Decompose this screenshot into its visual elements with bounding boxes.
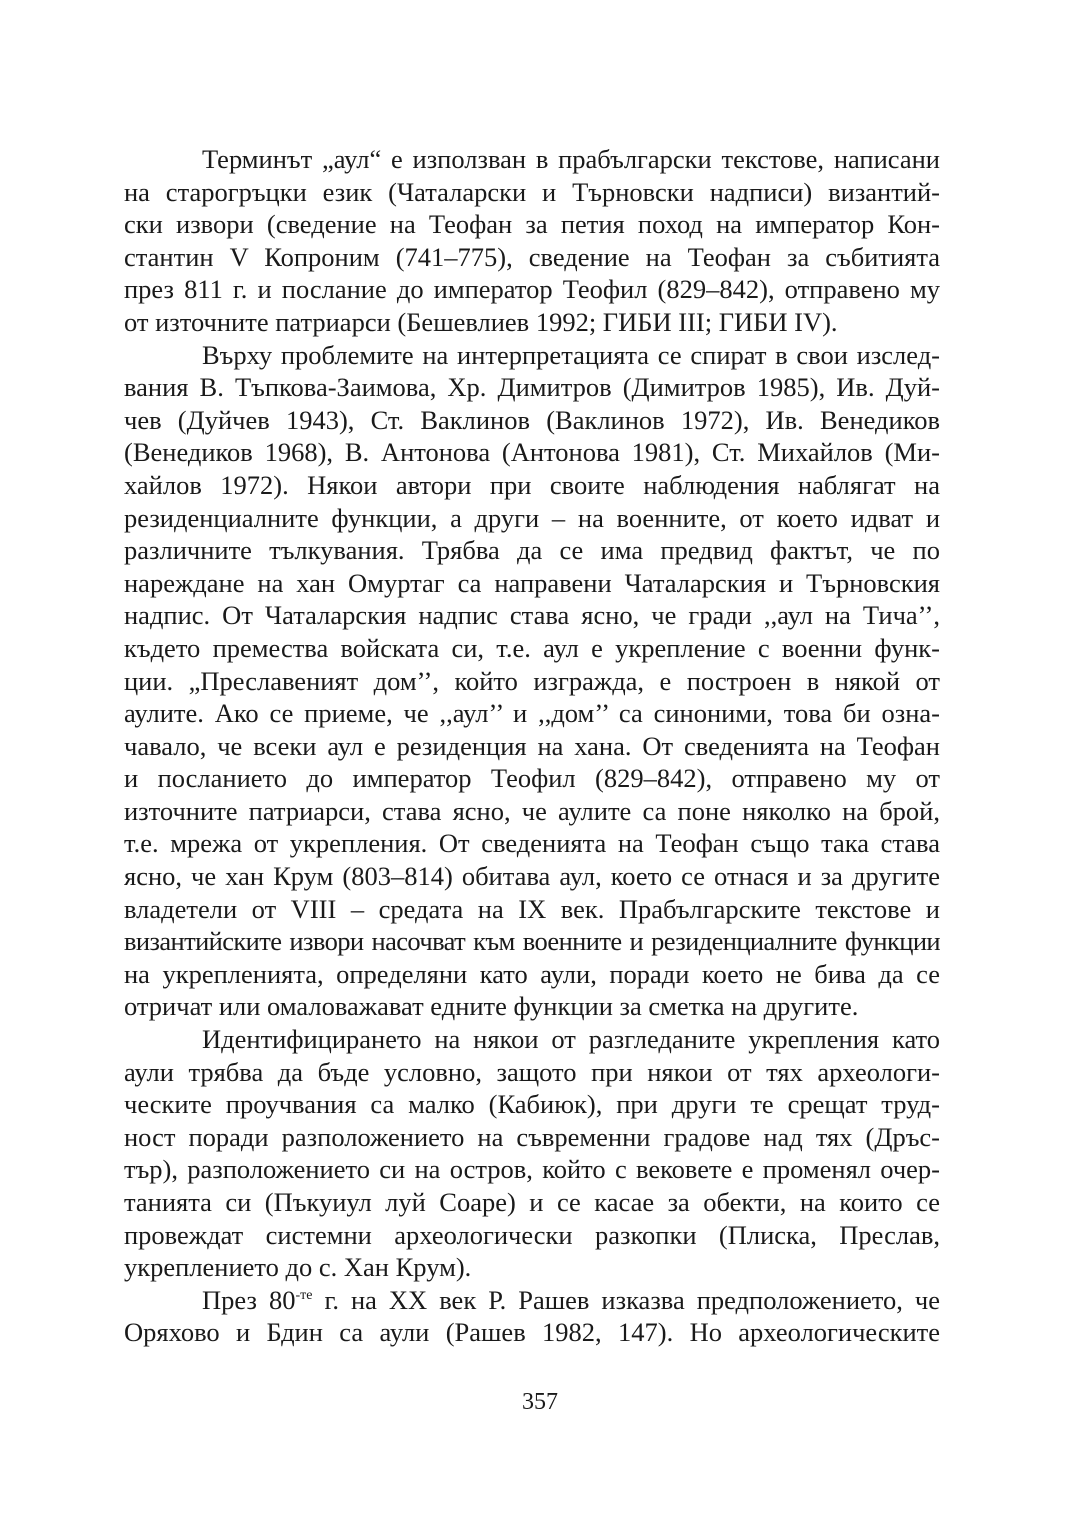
text-line	[124, 1284, 940, 1317]
text-line: нареждане на хан Омуртаг са направени Чаталарския и Търновския	[124, 567, 940, 598]
paragraph-2	[124, 339, 940, 1023]
text-line: ции. „Преславеният дом’’, който изгражда, е построен в някой от	[124, 665, 940, 696]
text-fragment: г. на XX век Р. Рашев изказва предположението, че	[312, 1284, 940, 1315]
text-line: т.е. мрежа от укрепления. От сведенията на Теофан също така става	[124, 828, 940, 859]
text-line: хайлов 1972). Някои автори при своите наблюдения наблягат на	[124, 469, 940, 500]
text-line: Идентифицирането на някои от разгледаните укрепления като	[202, 1024, 940, 1055]
text-line: стантин V Копроним (741–775), сведение на Теофан за събитията	[124, 241, 940, 272]
text-line: провеждат системни археологически разкопки (Плиска, Преслав,	[124, 1219, 940, 1250]
paragraph-1	[124, 143, 940, 339]
paragraph-4	[124, 1284, 940, 1349]
text-line: от източните патриарси (Бешевлиев 1992; ГИБИ III; ГИБИ IV).	[124, 306, 838, 337]
text-line: ност поради разположението на съвременни градове над тях (Дръс-	[124, 1121, 940, 1152]
text-line: аули трябва да бъде условно, защото при някои от тях археологи-	[124, 1056, 940, 1087]
text-line: чавало, че всеки аул е резиденция на хана. От сведенията на Теофан	[124, 730, 940, 761]
body-text	[124, 143, 940, 1349]
text-line: владетели от VIII – средата на IX век. Прабългарските текстове и	[124, 893, 940, 924]
text-line: ски извори (сведение на Теофан за петия поход на император Кон-	[124, 209, 940, 240]
text-line: (Венедиков 1968), В. Антонова (Антонова 1981), Ст. Михайлов (Ми-	[124, 437, 940, 468]
superscript-suffix: -те	[295, 1287, 313, 1303]
text-line: на укрепленията, определяни като аули, поради което не бива да се	[124, 958, 940, 989]
text-line: на старогръцки език (Чаталарски и Търновски надписи) византий-	[124, 176, 940, 207]
text-fragment: През 80	[202, 1284, 296, 1315]
text-line: ческите проучвания са малко (Кабиюк), при други те срещат труд-	[124, 1089, 940, 1120]
text-line: тър), разположението си на остров, който с вековете е променял очер-	[124, 1154, 940, 1185]
text-line: Върху проблемите на интерпретацията се спират в свои изслед-	[202, 339, 940, 370]
text-line: византийските извори насочват към военните и резиденциалните функции	[124, 926, 940, 957]
text-line: през 811 г. и послание до император Теофил (829–842), отправено му	[124, 274, 940, 305]
text-line: вания В. Тъпкова-Заимова, Хр. Димитров (Димитров 1985), Ив. Дуй-	[124, 372, 940, 403]
paragraph-3	[124, 1023, 940, 1284]
text-line: източните патриарси, става ясно, че аулите са поне няколко на брой,	[124, 795, 940, 826]
text-line: ясно, че хан Крум (803–814) обитава аул, което се отнася и за другите	[124, 861, 940, 892]
text-line: аулите. Ако се приеме, че ,,аул’’ и ,,дом’’ са синоними, това би озна-	[124, 698, 940, 729]
text-line: резиденциалните функции, а други – на военните, от което идват и	[124, 502, 940, 533]
text-line: надпис. От Чаталарския надпис става ясно, че гради ,,аул на Тича’’,	[124, 600, 940, 631]
text-line: Терминът „аул“ е използван в прабългарски текстове, написани	[202, 144, 940, 174]
text-line: където премества войската си, т.е. аул е укрепление с военни функ-	[124, 632, 940, 663]
text-line: отричат или омаловажават едните функции за сметка на другите.	[124, 991, 859, 1022]
page-number: 357	[522, 1389, 558, 1415]
text-line: Оряхово и Бдин са аули (Рашев 1982, 147). Но археологическите	[124, 1317, 940, 1348]
text-line: танията си (Пъкуиул луй Соаре) и се касае за обекти, на които се	[124, 1187, 940, 1217]
text-line: различните тълкувания. Трябва да се има предвид фактът, че по	[124, 535, 940, 566]
text-line: укреплението до с. Хан Крум).	[124, 1252, 472, 1283]
text-line: чев (Дуйчев 1943), Ст. Ваклинов (Ваклинов 1972), Ив. Венедиков	[124, 404, 940, 435]
text-line: и посланието до император Теофил (829–842), отправено му от	[124, 763, 940, 794]
